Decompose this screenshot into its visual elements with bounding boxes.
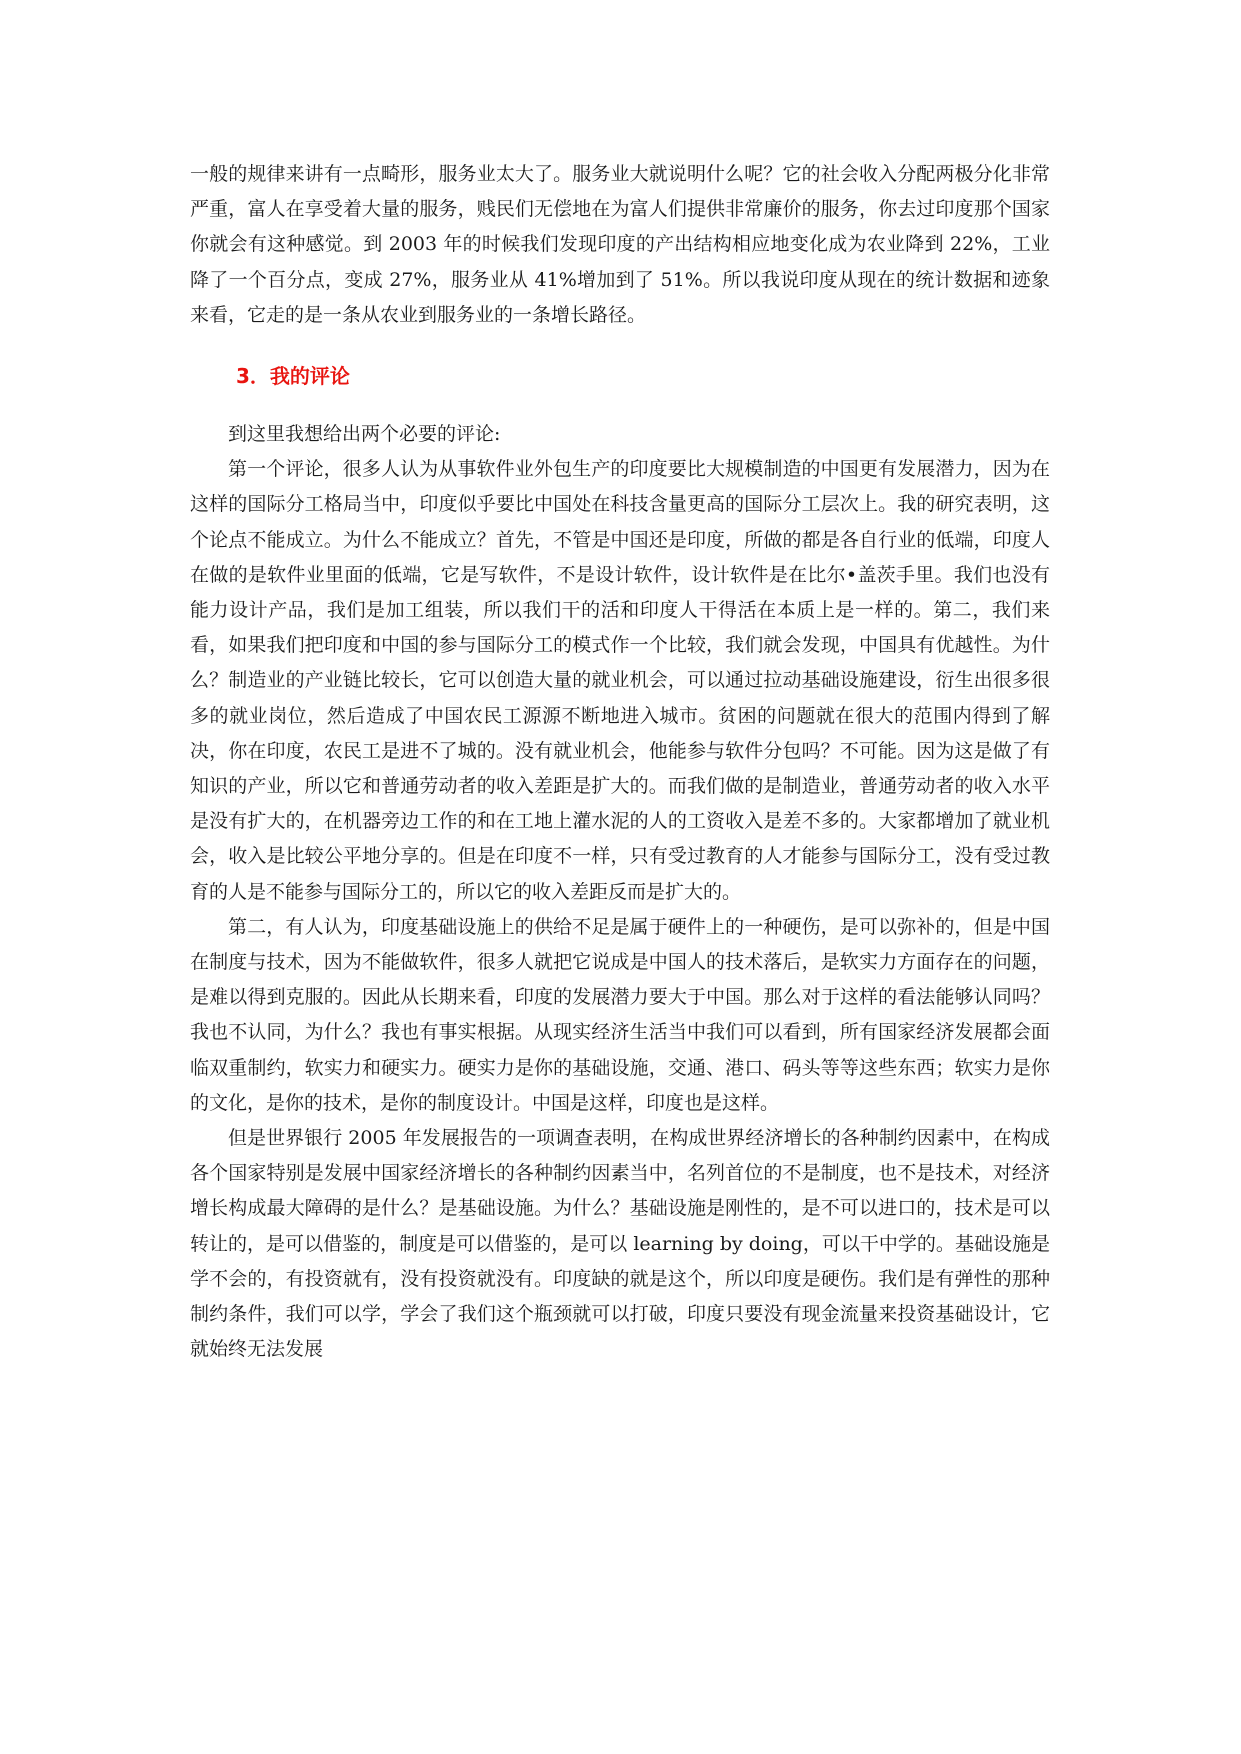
comment-paragraph-2: 第二，有人认为，印度基础设施上的供给不足是属于硬件上的一种硬伤，是可以弥补的，但是中国在制度与技术，因为不能做软件，很多人就把它说成是中国人的技术落后，是软实力方面存在的问题，是难以得到克服的。因此从长期来看，印度的发展潜力要大于中国。那么对于这样的看法能够认同吗？我也不认同，为什么？我也有事实根据。从现实经济生活当中我们可以看到，所有国家经济发展都会面临双重制约，软实力和硬实力。硬实力是你的基础设施，交通、港口、码头等等这些东西；软实力是你的文化，是你的技术，是你的制度设计。中国是这样，印度也是这样。 — [190, 915, 1050, 1114]
section-heading: 3．我的评论 — [236, 364, 350, 389]
document-page — [190, 157, 1050, 1368]
comment-paragraph-1: 第一个评论，很多人认为从事软件业外包生产的印度要比大规模制造的中国更有发展潜力，因为在这样的国际分工格局当中，印度似乎要比中国处在科技含量更高的国际分工层次上。我的研究表明，这个论点不能成立。为什么不能成立？首先，不管是中国还是印度，所做的都是各自行业的低端，印度人在做的是软件业里面的低端，它是写软件，不是设计软件，设计软件是在比尔•盖茨手里。我们也没有能力设计产品，我们是加工组装，所以我们干的活和印度人干得活在本质上是一样的。第二，我们来看，如果我们把印度和中国的参与国际分工的模式作一个比较，我们就会发现，中国具有优越性。为什么？制造业的产业链比较长，它可以创造大量的就业机会，可以通过拉动基础设施建设，衍生出很多很多的就业岗位，然后造成了中国农民工源源不断地进入城市。贫困的问题就在很大的范围内得到了解决，你在印度，农民工是进不了城的。没有就业机会，他能参与软件分包吗？不可能。因为这是做了有知识的产业，所以它和普通劳动者的收入差距是扩大的。而我们做的是制造业，普通劳动者的收入水平是没有扩大的，在机器旁边工作的和在工地上灌水泥的人的工资收入是差不多的。大家都增加了就业机会，收入是比较公平地分享的。但是在印度不一样，只有受过教育的人才能参与国际分工，没有受过教育的人是不能参与国际分工的，所以它的收入差距反而是扩大的。 — [190, 458, 1050, 903]
comment-paragraph-3: 但是世界银行 2005 年发展报告的一项调查表明，在构成世界经济增长的各种制约因素中，在构成各个国家特别是发展中国家经济增长的各种制约因素当中，名列首位的不是制度，也不是技术，对经济增长构成最大障碍的是什么？是基础设施。为什么？基础设施是刚性的，是不可以进口的，技术是可以转让的，是可以借鉴的，制度是可以借鉴的，是可以 learning by doing，可以干中学的。基础设施是学不会的，有投资就有，没有投资就没有。印度缺的就是这个，所以印度是硬伤。我们是有弹性的那种制约条件，我们可以学，学会了我们这个瓶颈就可以打破，印度只要没有现金流量来投资基础设计，它就始终无法发展 — [190, 1127, 1050, 1361]
lead-in-paragraph: 到这里我想给出两个必要的评论: — [228, 423, 501, 446]
intro-paragraph: 一般的规律来讲有一点畸形，服务业太大了。服务业大就说明什么呢？它的社会收入分配两极分化非常严重，富人在享受着大量的服务，贱民们无偿地在为富人们提供非常廉价的服务，你去过印度那个国家你就会有这种感觉。到 2003 年的时候我们发现印度的产出结构相应地变化成为农业降到 22%，工业降了一个百分点，变成 27%，服务业从 41%增加到了 51%。所以我说印度从现在的统计数据和迹象来看，它走的是一条从农业到服务业的一条增长路径。 — [190, 163, 1050, 326]
